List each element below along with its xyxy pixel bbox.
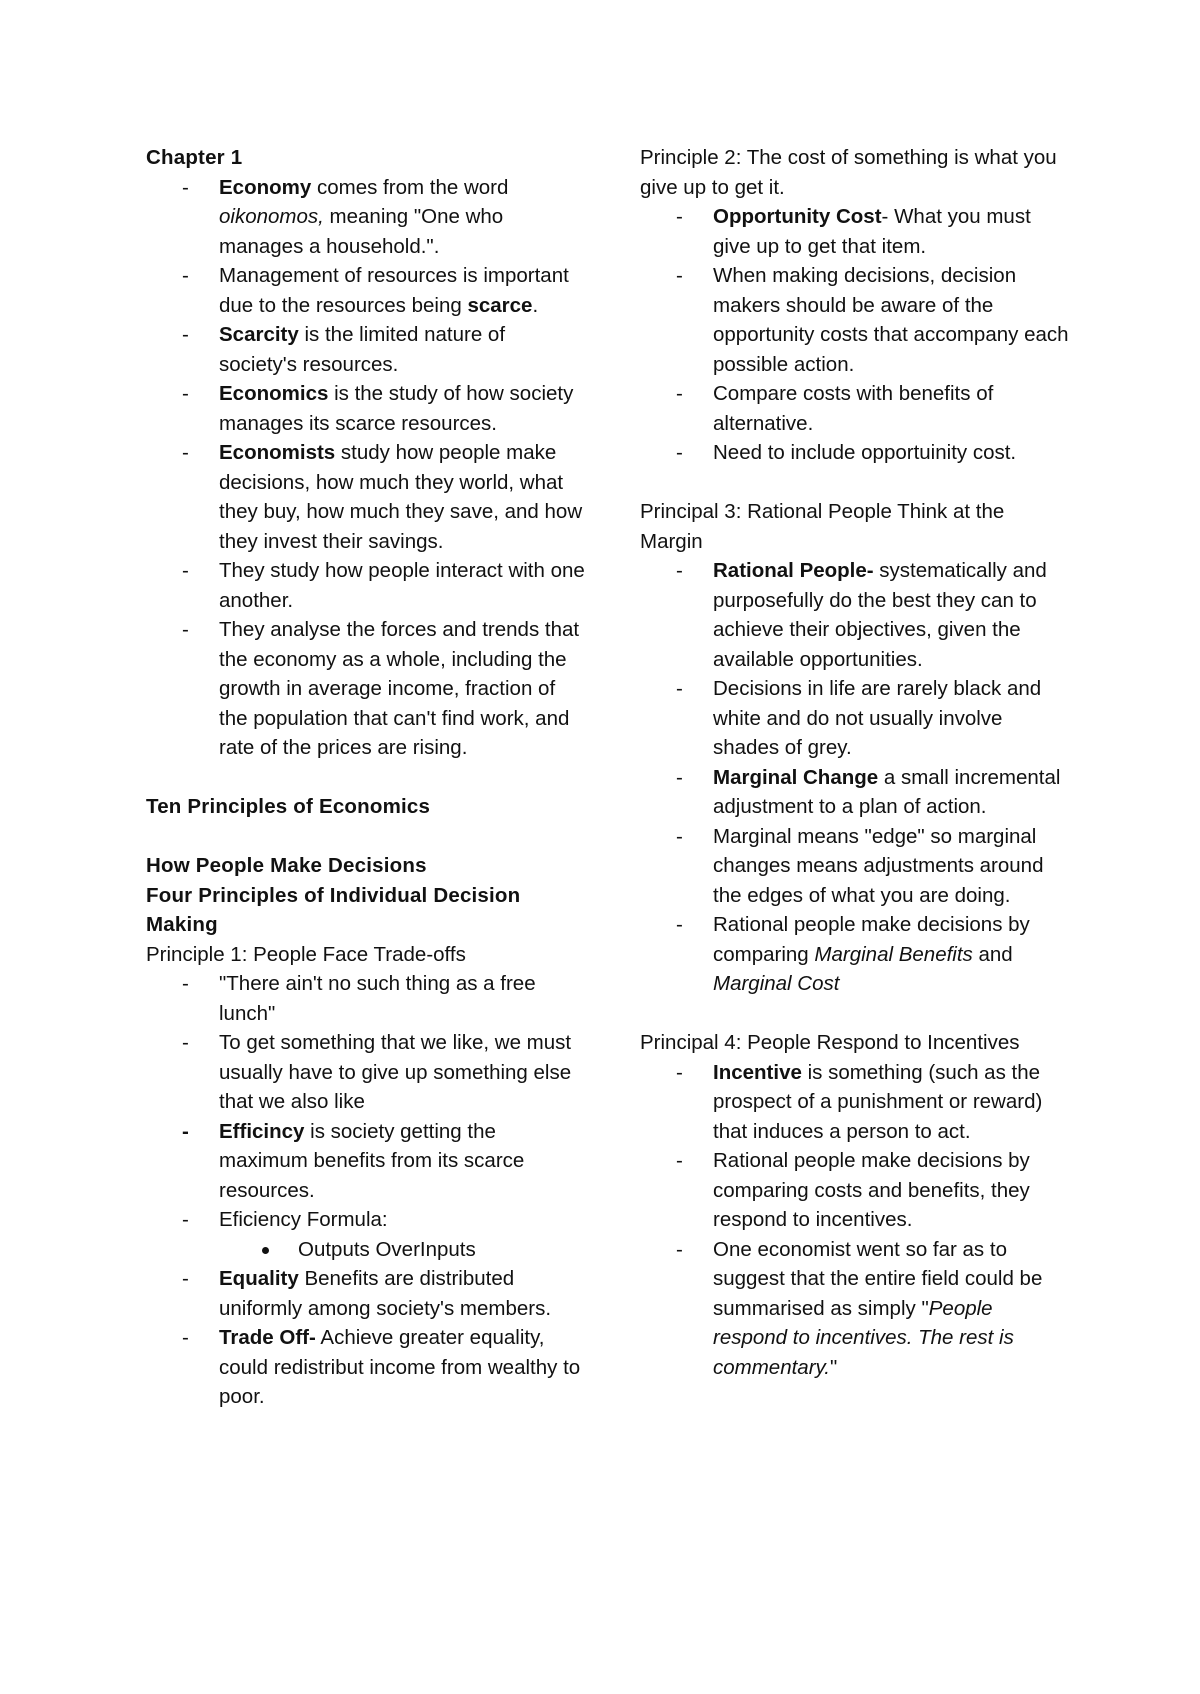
- ten-principles-heading: Ten Principles of Economics: [146, 795, 431, 818]
- list-item: - Economists study how people make decisions, how much they world, what they buy, how much they save, and how they invest their savings.: [146, 438, 586, 556]
- list-item: - Rational people make decisions by comparing Marginal Benefits and Marginal Cost: [640, 910, 1070, 999]
- principle-1-list: [146, 969, 586, 1412]
- list-item: - They study how people interact with one another.: [146, 556, 586, 615]
- formula-item: Outputs OverInputs: [146, 1235, 586, 1265]
- list-item: - To get something that we like, we must usually have to give up something else that we also like: [146, 1028, 586, 1117]
- principle-1-title: Principle 1: People Face Trade-offs: [146, 942, 466, 966]
- list-item: - Efficincy is society getting the maximum benefits from its scarce resources.: [146, 1117, 586, 1206]
- chapter-list: [146, 173, 586, 763]
- list-item: - Management of resources is important due to the resources being scarce.: [146, 261, 586, 320]
- list-item: - They analyse the forces and trends that the economy as a whole, including the growth in average income, fraction of the population that can't find work, and rate of the prices are rising.: [146, 615, 586, 763]
- right-column: [640, 143, 1070, 1382]
- list-item: - One economist went so far as to suggest that the entire field could be summarised as simply "People respond to incentives. The rest is commentary.": [640, 1235, 1070, 1383]
- how-people-heading: How People Make Decisions: [146, 854, 427, 877]
- principle-2-list: [640, 202, 1070, 468]
- list-item: - Scarcity is the limited nature of society's resources.: [146, 320, 586, 379]
- list-item: - "There ain't no such thing as a free lunch": [146, 969, 586, 1028]
- chapter-title: Chapter 1: [146, 146, 243, 169]
- four-principles-heading: Four Principles of Individual Decision Making: [146, 883, 521, 936]
- list-item: - Incentive is something (such as the prospect of a punishment or reward) that induces a person to act.: [640, 1058, 1070, 1147]
- principle-3-list: [640, 556, 1070, 999]
- principle-4-list: [640, 1058, 1070, 1383]
- list-item: - Decisions in life are rarely black and white and do not usually involve shades of grey.: [640, 674, 1070, 763]
- principle-3-title: Principal 3: Rational People Think at the Margin: [640, 500, 1005, 553]
- list-item: - Rational people make decisions by comparing costs and benefits, they respond to incentives.: [640, 1146, 1070, 1235]
- list-item: - Marginal Change a small incremental adjustment to a plan of action.: [640, 763, 1070, 822]
- list-item: - When making decisions, decision makers should be aware of the opportunity costs that accompany each possible action.: [640, 261, 1070, 379]
- left-column: [146, 143, 586, 1412]
- list-item: - Eficiency Formula: Outputs OverInputs: [146, 1205, 586, 1264]
- list-item: - Economy comes from the word oikonomos, meaning "One who manages a household.".: [146, 173, 586, 262]
- list-item: - Marginal means "edge" so marginal changes means adjustments around the edges of what you are doing.: [640, 822, 1070, 911]
- list-item: - Need to include opportuinity cost.: [640, 438, 1070, 468]
- list-item: - Opportunity Cost- What you must give up to get that item.: [640, 202, 1070, 261]
- list-item: - Rational People- systematically and purposefully do the best they can to achieve their objectives, given the available opportunities.: [640, 556, 1070, 674]
- list-item: - Trade Off- Achieve greater equality, could redistribut income from wealthy to poor.: [146, 1323, 586, 1412]
- list-item: - Equality Benefits are distributed uniformly among society's members.: [146, 1264, 586, 1323]
- principle-2-title: Principle 2: The cost of something is what you give up to get it.: [640, 146, 1057, 199]
- list-item: - Economics is the study of how society manages its scarce resources.: [146, 379, 586, 438]
- principle-4-title: Principal 4: People Respond to Incentives: [640, 1031, 1020, 1054]
- list-item: - Compare costs with benefits of alternative.: [640, 379, 1070, 438]
- formula-sublist: [219, 1235, 586, 1265]
